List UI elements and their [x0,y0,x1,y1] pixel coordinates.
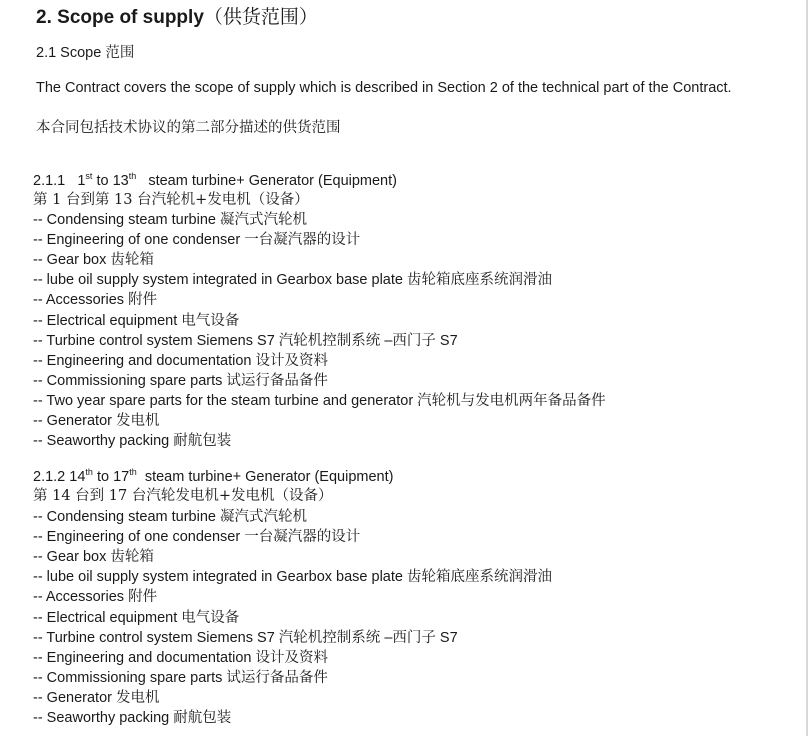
section-heading [36,2,318,29]
supply-list-item: -- Accessories 附件 [33,589,158,606]
supply-list-item: -- Condensing steam turbine 凝汽式汽轮机 [33,509,307,525]
supply-list-item: -- Generator 发电机 [33,413,160,429]
subsection-title-text: steam turbine+ Generator (Equipment) [148,173,397,189]
range-to-suffix: th [128,171,137,181]
supply-list-item: -- Accessories 附件 [33,292,158,309]
range-to: 17 [113,469,130,485]
subsection-number: 2.1.1 [33,173,66,189]
supply-list-item: -- Gear box 齿轮箱 [33,252,154,269]
supply-list-item: -- Seaworthy packing 耐航包装 [33,433,232,450]
supply-list-item: -- lube oil supply system integrated in Gearbox base plate 齿轮箱底座系统润滑油 [33,272,552,289]
supply-list-item: -- Engineering and documentation 设计及资料 [33,352,328,369]
supply-list-item: -- Generator 发电机 [33,689,160,706]
subsection-2-1-2-title-cn: 第 14 台到 17 台汽轮发电机+发电机（设备） [33,488,333,504]
supply-list-item: -- Seaworthy packing 耐航包装 [33,710,232,726]
range-to-suffix: th [129,467,137,477]
range-to-word: to [96,469,110,485]
supply-list-item: -- Turbine control system Siemens S7 汽轮机控制系统 –西门子 S7 [33,332,458,349]
range-from: 14 [69,469,86,485]
supply-list-item: -- Engineering and documentation 设计及资料 [33,649,328,666]
heading-number: 2. [36,7,52,28]
supply-list-item: -- Electrical equipment 电气设备 [33,609,240,626]
supply-list-item: -- Turbine control system Siemens S7 汽轮机控制系统 –西门子 S7 [33,629,458,646]
heading-title-cn: （供货范围） [203,6,318,28]
subsection-2-1-label: 2.1 Scope 范围 [36,45,135,61]
supply-list-item: -- Electrical equipment 电气设备 [33,312,240,329]
supply-list-item: -- Commissioning spare parts 试运行备品备件 [33,372,328,389]
supply-list-item: -- lube oil supply system integrated in Gearbox base plate 齿轮箱底座系统润滑油 [33,569,552,586]
subsection-2-1-2-title [33,468,393,486]
contract-paragraph-cn: 本合同包括技术协议的第二部分描述的供货范围 [36,120,341,136]
range-from-suffix: th [85,467,93,477]
subsection-number: 2.1.2 [33,469,66,485]
range-to: 13 [112,173,129,189]
range-from-suffix: st [85,171,93,181]
supply-list-item: -- Engineering of one condenser 一台凝汽器的设计 [33,529,361,546]
supply-list-item: -- Condensing steam turbine 凝汽式汽轮机 [33,212,307,228]
heading-title: Scope of supply [57,7,204,28]
supply-list-item: -- Gear box 齿轮箱 [33,549,154,566]
supply-list-item: -- Commissioning spare parts 试运行备品备件 [33,669,328,686]
range-from: 1 [77,173,86,189]
subsection-title-text: steam turbine+ Generator (Equipment) [144,469,394,485]
supply-list-item: -- Two year spare parts for the steam turbine and generator 汽轮机与发电机两年备品备件 [33,392,606,409]
range-to-word: to [96,173,109,189]
supply-list-item: -- Engineering of one condenser 一台凝汽器的设计 [33,232,361,249]
subsection-2-1-1-title-cn: 第 1 台到第 13 台汽轮机+发电机（设备） [33,192,309,208]
subsection-2-1-1-title [33,172,397,190]
contract-paragraph-en: The Contract covers the scope of supply which is described in Section 2 of the technical part of the Contract. [36,80,732,96]
